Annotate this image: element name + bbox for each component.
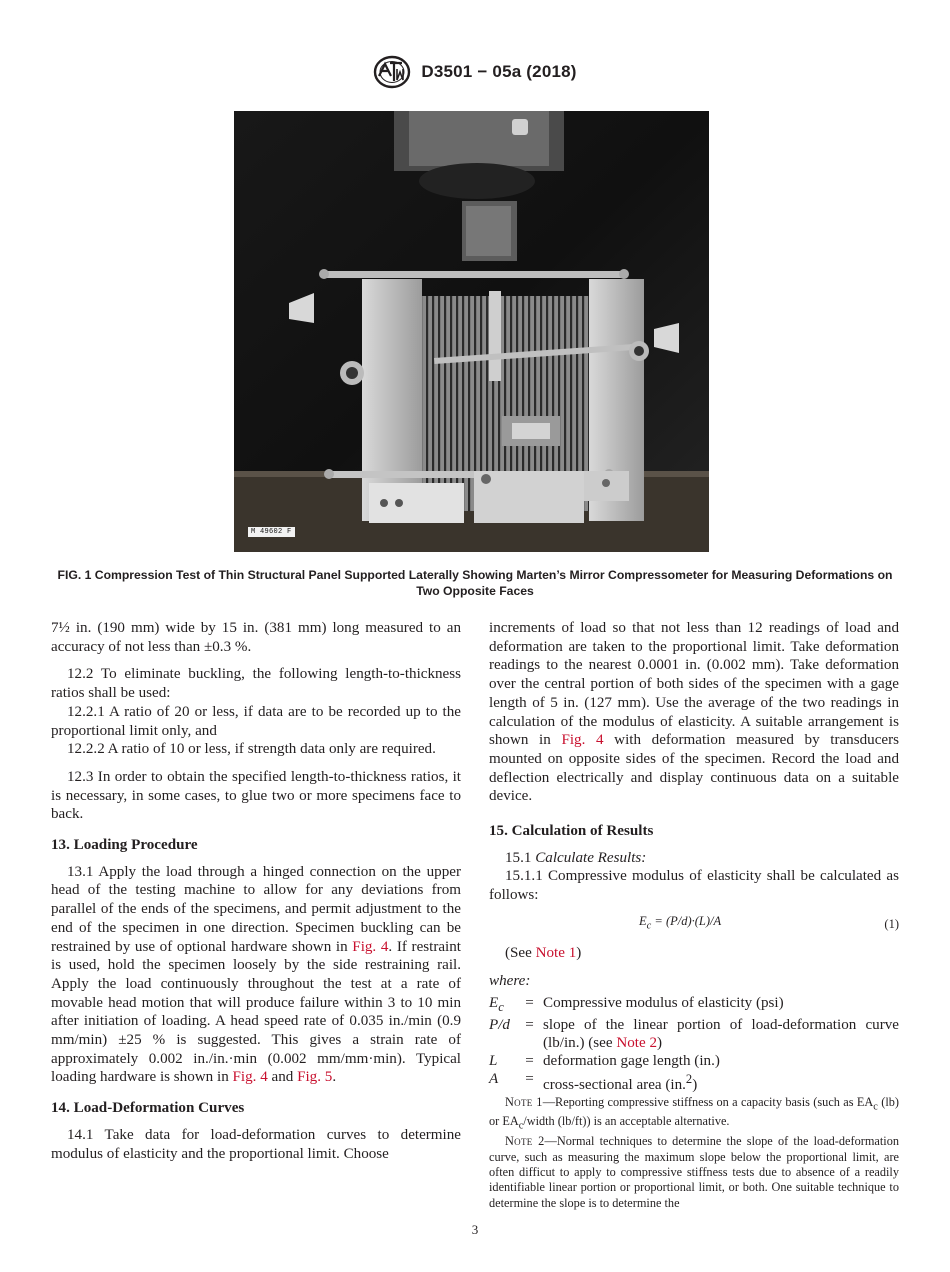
equation-1: [489, 912, 899, 936]
compression-test-photo: [234, 111, 709, 552]
fig-4-link[interactable]: Fig. 4: [232, 1069, 268, 1086]
equation-number: (1): [884, 916, 899, 931]
fig-4-link[interactable]: Fig. 4: [352, 938, 389, 955]
note-2: Note 2—Normal techniques to determine the slope of the load-deformation curve, such as measuring the maximum slope below the proportional limit, are often difficut to apply to compressive stiffness tests due to absence of a readily identifiable linear portion or proportional limit, or both. One suitable technique to determine the slope is to determine the: [489, 1134, 899, 1210]
paragraph-15-1-1: 15.1.1 Compressive modulus of elasticity shall be calculated as follows:: [489, 868, 899, 904]
fig-4-link[interactable]: Fig. 4: [561, 732, 604, 749]
fig-5-link[interactable]: Fig. 5: [297, 1069, 333, 1086]
section-heading-14: 14. Load-Deformation Curves: [51, 1100, 245, 1117]
paragraph-14-1-continuation: increments of load so that not less than 12 readings of load and deformation are taken to the proportional limit. Take deformation readings to the nearest 0.0001 in. (0.002 mm). Take deformation over the central portion of both sides of the specimen with a gage length of 5 in. (127 mm). Use the average of the two readings in calculation of the modulus of elasticity. A suitable arrangement is shown in Fig. 4 with deformation measured by transducers mounted on opposite sides of the specimen. Record the load and deflection electrically and display continuous data on a suitable device.: [489, 620, 899, 805]
paragraph-continuation: 7½ in. (190 mm) wide by 15 in. (381 mm) long measured to an accuracy of not less than ±0.3 %.: [51, 620, 461, 655]
paragraph-12-2-2: 12.2.2 A ratio of 10 or less, if strength data only are required.: [67, 741, 436, 758]
left-column: [51, 619, 461, 1163]
figure-caption: FIG. 1 Compression Test of Thin Structural Panel Supported Laterally Showing Marten’s Mirror Compressometer for Measuring Deformations on Two Opposite Faces: [57, 568, 893, 598]
paragraph-15-1: 15.1 Calculate Results:: [505, 849, 647, 866]
page-header: [0, 55, 950, 89]
note-2-link[interactable]: Note 2: [616, 1035, 658, 1052]
section-heading-15: 15. Calculation of Results: [489, 823, 654, 840]
figure-photograph: [234, 111, 709, 552]
definition-row: P/d = slope of the linear portion of load-deformation curve (lb/in.) (see Note 2): [489, 1017, 899, 1052]
paragraph-12-2: 12.2 To eliminate buckling, the following length-to-thickness ratios shall be used:: [51, 666, 461, 702]
section-heading-13: 13. Loading Procedure: [51, 837, 198, 854]
paragraph-12-3: 12.3 In order to obtain the specified length-to-thickness ratios, it is necessary, in some cases, to glue two or more specimens face to back.: [51, 768, 461, 823]
photo-plate-label: M 49602 F: [248, 527, 295, 537]
variable-definitions: [489, 994, 899, 1094]
note-1-link[interactable]: Note 1: [535, 945, 577, 962]
definition-row: $E_c$ = Compressive modulus of elasticity (psi): [489, 995, 784, 1015]
where-label: where:: [489, 972, 531, 989]
paragraph-12-2-1: 12.2.1 A ratio of 20 or less, if data are to be recorded up to the proportional limit only, and: [51, 703, 461, 739]
equation-formula: $E_c = (P/d)\cdot(L)/A$: [639, 913, 722, 932]
paragraph-14-1: 14.1 Take data for load-deformation curves to determine modulus of elasticity and the proportional limit. Choose: [51, 1126, 461, 1162]
note-1: Note 1—Reporting compressive stiffness on a capacity basis (such as $EA_c$ (lb) or $EA_c$/width (lb/ft)) is an acceptable alternative.: [489, 1094, 899, 1132]
definition-row: L = deformation gage length (in.): [489, 1053, 720, 1070]
page-number: 3: [471, 1222, 479, 1237]
right-column: [489, 619, 899, 1211]
definition-row: A = cross-sectional area (in.$^2$): [489, 1071, 698, 1094]
paragraph-13-1: 13.1 Apply the load through a hinged connection on the upper head of the testing machine to allow for any deviations from parallel of the ends of the specimens, and permit adjustment to the end of the specimen in one direction. Specimen buckling can be restrained by use of optional hardware shown in Fig. 4. If restraint is used, hold the specimen loosely by the side restraining rail. Apply the load continuously throughout the test at a rate of movable head motion that will produce failure within 3 to 10 min after initiation of loading. A head speed rate of 0.035 in./min (0.9 mm/min) ±25 % is suggested. This gives a strain rate of approximately 0.002 in./in.·min (0.002 mm/mm·min). Typical loading hardware is shown in Fig. 4 and Fig. 5.: [51, 863, 461, 1086]
see-note-1: (See Note 1): [505, 945, 582, 962]
document-designation: D3501 − 05a (2018): [421, 62, 577, 81]
astm-logo-icon: [373, 55, 411, 89]
